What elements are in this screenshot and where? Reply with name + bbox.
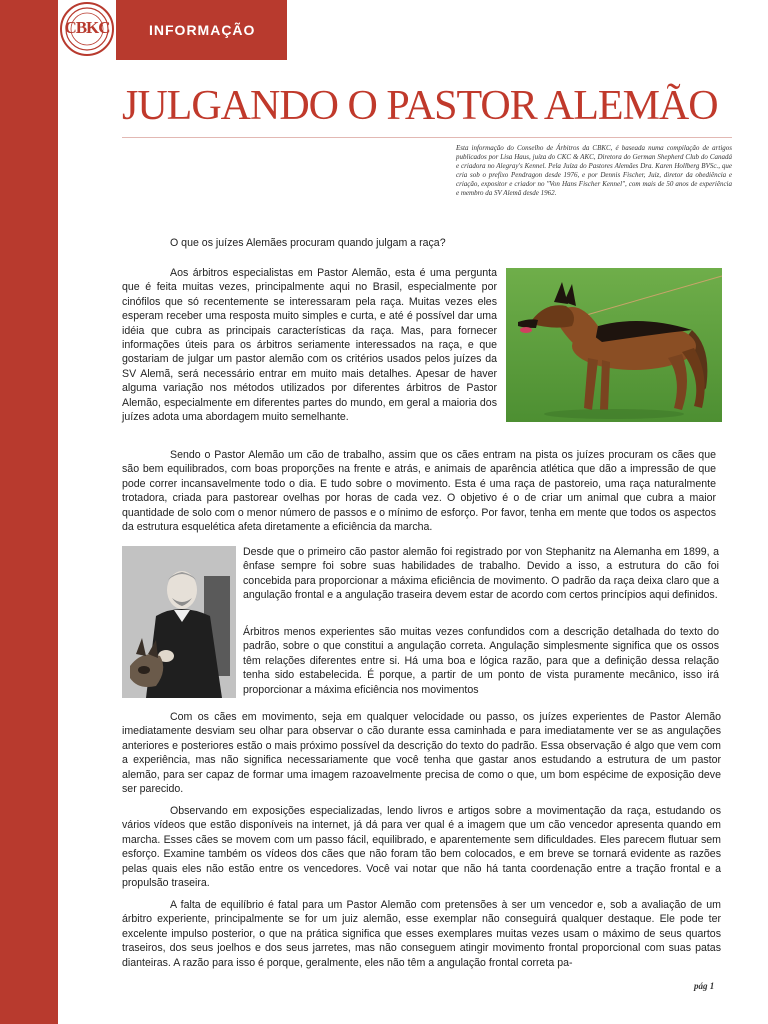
paragraph-5: Com os cães em movimento, seja em qualquer velocidade ou passo, os juízes experientes de Pastor Alemão imediatamente desviam seu olhar para observar o cão durante essa caminhada e para imediatamente ver se as angulações anteriores e posteriores estão o mais próximo possível da descrição do texto do padrão. Essa observação é algo que vem com a experiência, mas não significa necessariamente que você tenha que gastar anos estudando a estrutura de um pastor alemão, para ser capaz de formar uma imagem razoavelmente precisa de como o que, um bom espécime de exposição deve ser parecido. — [122, 711, 721, 796]
article-source-note: Esta informação do Conselho de Árbitros da CBKC, é baseada numa compilação de artigos publicados por Lisa Haus, juíza do CKC & AKC, Diretora do German Shepherd Club do Canadá e criadora no Alegray's Kennel. Pela Juíza do Pastores Alemães Dra. Karen Hollberg BVSc., que cria sob o prefixo Pendragon desde 1976, e por Dennis Fischer, Juiz, diretor da obediência e criação, expositor e criador no "Von Hans Fischer Kennel", com mais de 50 anos de experiência e membro da SV Alemã desde 1962. — [456, 144, 732, 197]
left-sidebar-band — [0, 0, 58, 1024]
german-shepherd-photo — [506, 268, 722, 422]
title-divider — [122, 137, 732, 138]
von-stephanitz-portrait — [122, 546, 236, 698]
paragraph-7: A falta de equilíbrio é fatal para um Pastor Alemão com pretensões à ser um vencedor e, sob a avaliação de um árbitro experiente, principalmente se for um juiz alemão, esse exemplar não conseguirá qualquer destaque. Ele pode ter excelente impulso posterior, o que na prática significa que esses exemplares muitas vezes usam o máximo de seus quartos traseiros, dos seus joelhos e dos seus jarretes, mas não conseguem atingir movimento frontal proporcional com suas patas dianteiras. A razão para isso é porque, geralmente, eles não têm a angulação frontal correta pa- — [122, 899, 721, 969]
portrait-illustration-icon — [122, 546, 236, 698]
paragraph-3: Desde que o primeiro cão pastor alemão foi registrado por von Stephanitz na Alemanha em 1899, a ênfase sempre foi sobre suas habilidades de trabalho. Devido a isso, a estrutura do cão foi concebida para proporcionar a máxima eficiência de movimento. O padrão da raça deixa claro que a angulação frontal e a angulação traseira devem estar de acordo com certos princípios aqui definidos. — [243, 546, 719, 602]
paragraph-2: Sendo o Pastor Alemão um cão de trabalho, assim que os cães entram na pista os juízes procuram os cães que são bem equilibrados, com boas proporções na frente e atrás, e animais de aparência atlética que dão a impressão de que pode correr incansavelmente todo o dia. E tudo sobre o movimento. Esta é uma raça de pastoreio, uma raça naturalmente trotadora, criada para pastorear ovelhas por horas de cada vez. O objetivo é o de criar um animal que cubra a maior quantidade de solo com o menor número de passos e o mínimo de esforço. Por favor, tenha em mente que todos os aspectos da estrutura esquelética afeta diretamente a eficiência da marcha. — [122, 449, 716, 534]
paragraph-1: Aos árbitros especialistas em Pastor Alemão, esta é uma pergunta que é feita muitas vezes, principalmente aqui no Brasil, especialmente por cinófilos que só recentemente se interessaram pela raça. Muitas vezes eles esperam receber uma resposta muito simples e curta, e até é possível dar uma idéia que cubra as principais características da raça. Mas, para fornecer informações úteis para os árbitros seriamente interessados na raça, e que gostariam de julgar um pastor alemão com os critérios usados pelos juízes da SV Alemã, será necessário entrar em muito mais detalhes. Apesar de haver alguma variação nos métodos utilizados por diferentes árbitros de Pastor Alemão, especialmente em diferentes partes do mundo, em geral a maioria dos juízes adota uma abordagem muito semelhante. — [122, 267, 497, 424]
page-number: pág 1 — [694, 981, 715, 991]
paragraph-4: Árbitros menos experientes são muitas vezes confundidos com a descrição detalhada do texto do padrão, sobre o que constitui a angulação correta. Angulação simplesmente significa que os ossos têm relações diferentes entre si. Há uma boa e lógica razão, para que a definição dessa relação tenha sido estabelecida. É porque, a partir de um ponto de vista puramente mecânico, isso irá proporcionar a máxima eficiência nos movimentos — [243, 626, 719, 696]
article-title: JULGANDO O PASTOR ALEMÃO — [122, 83, 718, 129]
section-label: INFORMAÇÃO — [149, 22, 256, 38]
dog-illustration-icon — [506, 268, 722, 422]
cbkc-logo — [60, 2, 114, 56]
paragraph-6: Observando em exposições especializadas, lendo livros e artigos sobre a movimentação da raça, estudando os vários vídeos que estão disponíveis na internet, já dá para ver qual é a imagem que um cão vencedor apresenta quando em marcha. Esses cães se movem com um passo fácil, equilibrado, e aparentemente sem dificuldades. Eles parecem flutuar sem esforço. Examine também os vídeos dos cães que não foram tão bem colocados, e em breve se tornará evidente as razões pelas quais eles não estão entre os vencedores. Você vai notar que não há tanta coordenação entre a tração frontal e a propulsão traseira. — [122, 805, 721, 890]
logo-text: CBKC — [64, 18, 110, 37]
article-question: O que os juízes Alemães procuram quando julgam a raça? — [170, 237, 446, 249]
section-band — [116, 0, 287, 60]
